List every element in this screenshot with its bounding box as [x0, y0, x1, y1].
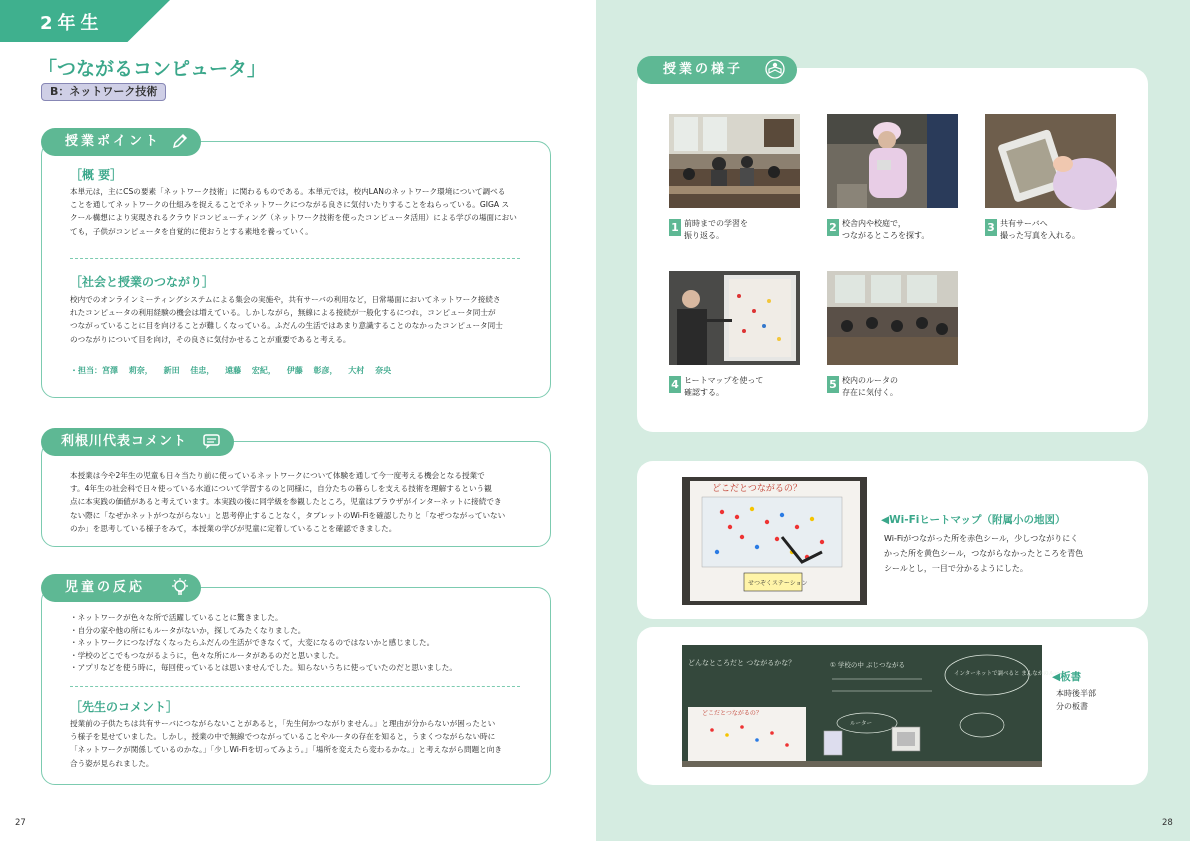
poster-note: せつぞくステーション: [748, 580, 808, 587]
divider: [70, 686, 520, 687]
society-heading: ［社会と授業のつながり］: [70, 275, 215, 289]
representative-comment-label: 利根川代表コメント: [61, 434, 188, 449]
photo-tablet-upload: [985, 114, 1116, 208]
chalk-text: ルーター: [850, 721, 873, 727]
category-tag: B：ネットワーク技術: [41, 83, 166, 101]
photo-number: 4: [669, 376, 681, 393]
representative-comment-heading: [41, 428, 234, 456]
photo-number: 3: [985, 219, 997, 236]
lesson-points-heading: [41, 128, 201, 156]
lesson-scene-heading: [637, 56, 797, 84]
overview-heading: ［概 要］: [70, 168, 123, 182]
lightbulb-icon: [171, 578, 189, 609]
teacher-comment-text: 授業前の子供たちは共有サーバにつながらないことがあると，「先生何かつながりません。」と理由が分からないが困ったとい う様子を見せていました。しかし，授業の中で無線でつながっていることやルータの存在を知ると，うまくつながらない時に 「ネットワークが関係しているのかな。」「少しWi-Fiを切ってみよう。」「場所を変えたら変わるかな。」と考えながら問題と向き 合う姿が見られました。: [70, 719, 502, 768]
poster-title: どこだとつながるの？: [712, 484, 802, 494]
pencil-icon: [171, 132, 189, 161]
photo-classroom-review: [669, 114, 800, 208]
lesson-title: 「つながるコンピュータ」: [38, 58, 267, 80]
teacher-comment-heading: ［先生のコメント］: [70, 700, 179, 714]
photo-caption: 校内のルータの 存在に気付く。: [842, 376, 898, 397]
chalk-text: どんなところだと つながるかな？: [688, 659, 796, 667]
student-reaction-heading: [41, 574, 201, 602]
blackboard-image: [682, 645, 1066, 767]
blackboard-title: ◀板書: [1052, 671, 1082, 683]
student-reaction-list: ・ネットワークが色々な所で活躍していることに驚きました。 ・自分の家や他の所にもルータがないか，探してみたくなりました。 ・ネットワークにつなげなくなったらふだんの生活ができなくて，大変になるのではないかと感じました。 ・学校のどこでもつながるように，色々な所にルータがあるのだと思いました。 ・アプリなどを使う時に，毎回使っているとは思いませんでした。知らないうちに使っていたのだと思いました。: [70, 613, 457, 673]
chalk-text: ① 学校の中 ぶじつながる: [830, 661, 905, 669]
heatmap-description: Wi-Fiがつながった所を赤色シール，少しつながりにく かった所を黄色シール，つながらなかったところを青色 シールとし，一目で分かるようにした。: [884, 534, 1084, 573]
photo-number: 5: [827, 376, 839, 393]
heatmap-title: ◀Wi-Fiヒートマップ（附属小の地図）: [881, 514, 1066, 526]
heatmap-poster-image: [682, 477, 867, 605]
student-reaction-label: 児童の反応: [65, 580, 146, 595]
reading-person-icon: [765, 59, 785, 90]
grade-label: 2年生: [40, 13, 104, 34]
speech-bubble-icon: [202, 432, 222, 461]
photo-caption: 前時までの学習を 振り返る。: [684, 219, 748, 240]
photo-number: 2: [827, 219, 839, 236]
teachers-in-charge: ・担当：宮澤 莉奈， 新田 佳忠， 遠藤 宏紀， 伊藤 彰彦， 大村 奈央: [70, 366, 392, 375]
lesson-points-label: 授業ポイント: [65, 134, 162, 149]
photo-heatmap-check: [669, 271, 800, 365]
page-number-left: 27: [15, 818, 26, 828]
photo-router-discovery: [827, 271, 958, 365]
poster-title: どこだとつながるの？: [702, 710, 762, 717]
overview-text: 本単元は，主にCSの要素「ネットワーク技術」に関わるものである。本単元では，校内LANのネットワーク環境について調べる ことを通してネットワークの仕組みを捉えることでネットワークにつながる良さに気付いたりすることをねらっている。GIGA ス クール構想により実現されるクラウドコンピューティング（ネットワーク技術を使ったコンピュータ活用）による学びの場面におい ても，子供がコンピュータを自覚的に使おうとする素地を養っていく。: [70, 187, 517, 236]
blackboard-description: 本時後半部 分の板書: [1056, 689, 1096, 711]
photo-number: 1: [669, 219, 681, 236]
divider: [70, 258, 520, 259]
right-page: [596, 0, 1190, 841]
photo-caption: 校舎内や校庭で， つながるところを探す。: [842, 219, 930, 240]
photo-outdoor-search: [827, 114, 958, 208]
photo-caption: 共有サーバへ 撮った写真を入れる。: [1000, 219, 1080, 240]
representative-comment-text: 本授業は今や2年生の児童も日々当たり前に使っているネットワークについて体験を通して今一度考える機会となる授業で す。4年生の社会科で日々使っている水道について学習するのと同様に，自分たちの暮らしを支える技術を理解するという観 点に本実践の価値があると考えています。本実践の後に同学級を参観したところ，児童はブラウザがインターネットに接続でき ない際に「なぜかネットがつながらない」と思考停止することなく，タブレットのWi-Fiを確認したりと「なぜつながっていない のか」を思考している様子をみて，本授業の学びが児童に定着していることを確認できました。: [70, 471, 506, 533]
chalk-text: インターネットで調べると まんなかのルータ: [954, 671, 1066, 677]
page-number-right: 28: [1162, 818, 1173, 828]
society-text: 校内でのオンラインミーティングシステムによる集会の実施や，共有サーバの利用など，日常場面においてネットワーク接続さ れたコンピュータの利用経験の機会は増えている。しかしながら，無線による接続が一般化するにつれ，コンピュータ同士が つながっていることに目を向けることが難しくなっている。ふだんの生活ではあまり意識することのなかったコンピュータ同士 のつながりについて目を向け，その良さに気付かせることが重要であると考える。: [70, 295, 503, 344]
photo-caption: ヒートマップを使って 確認する。: [684, 376, 764, 397]
lesson-scene-label: 授業の様子: [663, 62, 744, 77]
